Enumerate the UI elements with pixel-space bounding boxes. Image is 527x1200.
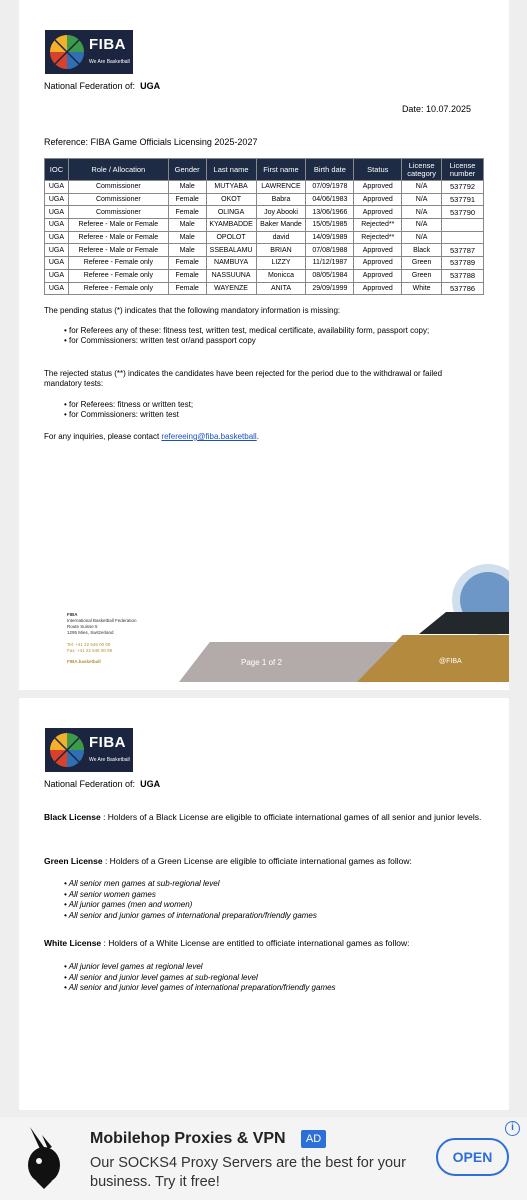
table-cell: 13/06/1966 (306, 206, 354, 219)
rejected-list (64, 400, 484, 420)
table-row (45, 282, 484, 295)
logo-tagline: We Are Basketball (89, 59, 130, 65)
table-cell: N/A (402, 193, 442, 206)
pending-list (64, 326, 484, 346)
table-cell: Approved (354, 282, 402, 295)
table-body (45, 181, 484, 295)
document-page-1 (19, 0, 509, 690)
inquiry-text: For any inquiries, please contact (44, 432, 162, 441)
logo-text: FIBA (89, 734, 126, 751)
table-row (45, 257, 484, 270)
table-cell: OPOLOT (206, 231, 256, 244)
page-number: Page 1 of 2 (241, 658, 282, 667)
bullet-icon: • (64, 326, 70, 335)
table-cell: Female (168, 257, 206, 270)
table-cell: Rejected** (354, 231, 402, 244)
list-item-text: All senior and junior level games of international preparation/friendly games (68, 983, 336, 992)
table-header-row (45, 159, 484, 181)
black-license-paragraph (44, 812, 484, 823)
table-header-cell: License number (442, 159, 484, 181)
table-cell: Female (168, 206, 206, 219)
green-license-title: Green License (44, 856, 103, 866)
table-row (45, 269, 484, 282)
list-item-text: for Commissioners: written test (69, 410, 179, 419)
table-cell: Approved (354, 244, 402, 257)
rabbit-logo-icon (22, 1125, 68, 1191)
footer-web: FIBA.basketball (67, 659, 101, 664)
table-cell: LAWRENCE (256, 181, 306, 194)
table-cell: NASSUUNA (206, 269, 256, 282)
table-cell: Referee - Male or Female (68, 219, 168, 232)
table-header-cell: IOC (45, 159, 69, 181)
table-cell: Approved (354, 269, 402, 282)
table-cell: Rejected** (354, 219, 402, 232)
table-row (45, 206, 484, 219)
list-item (64, 900, 484, 911)
table-cell: Referee - Male or Female (68, 231, 168, 244)
list-item-text: for Commissioners: written test or/and passport copy (69, 336, 256, 345)
document-page-2 (19, 698, 509, 1110)
table-cell: UGA (45, 257, 69, 270)
white-license-title: White License (44, 938, 102, 948)
table-cell: UGA (45, 181, 69, 194)
footer-address (67, 612, 137, 665)
green-license-paragraph (44, 856, 484, 867)
table-cell: Female (168, 282, 206, 295)
table-header-cell: Last name (206, 159, 256, 181)
list-item-text: All senior and junior level games at sub-regional level (68, 972, 258, 982)
table-cell: 08/05/1984 (306, 269, 354, 282)
white-license-text: : Holders of a White License are entitled to officiate international games as follow: (101, 938, 410, 948)
green-license-text: : Holders of a Green License are eligible to officiate international games as follow: (102, 856, 412, 866)
bullet-icon: • (64, 889, 69, 899)
inquiry-email-link[interactable]: refereeing@fiba.basketball (161, 432, 257, 441)
table-cell: Referee - Female only (68, 269, 168, 282)
table-cell: Referee - Male or Female (68, 244, 168, 257)
table-cell: david (256, 231, 306, 244)
table-cell: 537787 (442, 244, 484, 257)
list-item (64, 911, 484, 922)
ad-info-icon[interactable]: i (505, 1121, 520, 1136)
list-item (64, 400, 484, 410)
list-item (64, 973, 484, 984)
ad-banner[interactable] (0, 1117, 527, 1200)
document-reference: Reference: FIBA Game Officials Licensing 2025-2027 (44, 137, 258, 147)
federation-label: National Federation of: (44, 779, 136, 789)
table-row (45, 193, 484, 206)
bullet-icon: • (64, 879, 69, 888)
rejected-text: The rejected status (**) indicates the candidates have been rejected for the period due to the withdrawal or failed mandatory tests: (44, 369, 443, 388)
green-license-list (64, 879, 484, 921)
list-item (64, 336, 484, 346)
list-item (64, 983, 484, 994)
table-header-cell: License category (402, 159, 442, 181)
table-cell: N/A (402, 181, 442, 194)
table-cell: 537789 (442, 257, 484, 270)
table-cell: UGA (45, 219, 69, 232)
table-cell: Referee - Female only (68, 257, 168, 270)
table-cell: Black (402, 244, 442, 257)
bullet-icon: • (64, 400, 70, 409)
federation-value: UGA (140, 779, 161, 789)
table-cell: Commissioner (68, 206, 168, 219)
table-row (45, 231, 484, 244)
table-cell: OLINGA (206, 206, 256, 219)
footer-org: FIBA (67, 612, 78, 617)
table-cell: Referee - Female only (68, 282, 168, 295)
black-license-title: Black License (44, 812, 101, 822)
officials-table (44, 158, 484, 295)
document-date: Date: 10.07.2025 (401, 104, 471, 114)
table-cell: 29/09/1999 (306, 282, 354, 295)
list-item (64, 879, 484, 890)
table-cell: 537792 (442, 181, 484, 194)
inquiry-line (44, 432, 479, 442)
table-row (45, 219, 484, 232)
table-cell: Approved (354, 257, 402, 270)
bullet-icon: • (64, 972, 69, 982)
table-cell: Joy Abooki (256, 206, 306, 219)
table-cell: Baker Mande (256, 219, 306, 232)
table-cell: Green (402, 257, 442, 270)
logo-tagline: We Are Basketball (89, 757, 130, 763)
table-cell: 537786 (442, 282, 484, 295)
inquiry-end: . (256, 432, 259, 441)
table-cell: WAYENZE (206, 282, 256, 295)
footer-city: 1295 Mies, Switzerland (67, 630, 114, 635)
table-cell: Male (168, 244, 206, 257)
table-row (45, 244, 484, 257)
footer-dark-shape (419, 612, 509, 634)
table-cell: White (402, 282, 442, 295)
table-cell: UGA (45, 206, 69, 219)
table-cell: Monicca (256, 269, 306, 282)
ad-title: Mobilehop Proxies & VPN (90, 1130, 286, 1147)
table-header-cell: Gender (168, 159, 206, 181)
white-license-paragraph (44, 938, 484, 949)
list-item-text: for Referees any of these: fitness test, written test, medical certificate, availability form, passport copy; (69, 326, 430, 335)
table-cell: Female (168, 193, 206, 206)
table-cell: 07/09/1978 (306, 181, 354, 194)
fiba-logo (45, 30, 133, 74)
table-cell: Commissioner (68, 181, 168, 194)
table-cell: UGA (45, 244, 69, 257)
table-cell (442, 219, 484, 232)
table-cell: N/A (402, 219, 442, 232)
table-cell: Green (402, 269, 442, 282)
table-cell: Male (168, 181, 206, 194)
bullet-icon: • (64, 962, 69, 971)
federation-line (44, 81, 160, 91)
table-cell: 537791 (442, 193, 484, 206)
table-cell: NAMBUYA (206, 257, 256, 270)
list-item (64, 890, 484, 901)
table-cell: 07/08/1988 (306, 244, 354, 257)
table-cell: Approved (354, 193, 402, 206)
table-cell: Approved (354, 206, 402, 219)
table-header-cell: Birth date (306, 159, 354, 181)
table-cell: LIZZY (256, 257, 306, 270)
footer-handle: @FIBA (439, 658, 462, 665)
federation-line (44, 779, 160, 789)
list-item-text: All junior games (men and women) (68, 900, 193, 909)
table-cell: Male (168, 219, 206, 232)
table-cell: KYAMBADDE (206, 219, 256, 232)
table-cell: 04/06/1983 (306, 193, 354, 206)
ad-text: Our SOCKS4 Proxy Servers are the best for your business. Try it free! (90, 1155, 406, 1190)
table-cell: ANITA (256, 282, 306, 295)
bullet-icon: • (64, 900, 69, 909)
table-cell: UGA (45, 193, 69, 206)
list-item-text: All senior women games (68, 889, 156, 899)
fiba-logo (45, 728, 133, 772)
bullet-icon: • (64, 910, 69, 920)
basketball-logo-icon (47, 32, 87, 72)
list-item-text: All senior and junior games of international preparation/friendly games (68, 910, 317, 920)
footer-tel: Tel: +41 22 545 00 00 (67, 642, 111, 647)
ad-open-button[interactable]: OPEN (436, 1138, 509, 1176)
table-cell: 537790 (442, 206, 484, 219)
table-cell: 14/09/1989 (306, 231, 354, 244)
bullet-icon: • (64, 410, 70, 419)
footer-org-full: International Basketball Federation (67, 618, 137, 623)
pending-text: The pending status (*) indicates that the following mandatory information is missing: (44, 306, 341, 315)
table-cell: N/A (402, 231, 442, 244)
table-cell: N/A (402, 206, 442, 219)
bullet-icon: • (64, 983, 69, 992)
table-cell: SSEBALAMU (206, 244, 256, 257)
table-cell: MUTYABA (206, 181, 256, 194)
table-cell: UGA (45, 282, 69, 295)
table-cell: 11/12/1987 (306, 257, 354, 270)
table-header-cell: Status (354, 159, 402, 181)
table-cell: UGA (45, 231, 69, 244)
table-cell: Babra (256, 193, 306, 206)
table-cell: Approved (354, 181, 402, 194)
table-cell: Male (168, 231, 206, 244)
footer-fax: Fax: +41 22 545 00 99 (67, 648, 113, 653)
list-item-text: All junior level games at regional level (68, 962, 203, 971)
federation-label: National Federation of: (44, 81, 136, 91)
bullet-icon: • (64, 336, 70, 345)
list-item (64, 410, 484, 420)
list-item-text: All senior men games at sub-regional level (68, 879, 220, 888)
footer-street: Route Suisse 5 (67, 624, 98, 629)
table-cell: UGA (45, 269, 69, 282)
table-cell: Commissioner (68, 193, 168, 206)
black-license-text: : Holders of a Black License are eligible to officiate international games of all senior and junior levels. (100, 812, 482, 822)
table-row (45, 181, 484, 194)
table-cell: 15/05/1985 (306, 219, 354, 232)
table-cell: Female (168, 269, 206, 282)
table-cell: OKOT (206, 193, 256, 206)
table-cell: 537788 (442, 269, 484, 282)
ad-badge: AD (301, 1130, 326, 1148)
table-cell: BRIAN (256, 244, 306, 257)
white-license-list (64, 962, 484, 994)
list-item (64, 962, 484, 973)
list-item (64, 326, 484, 336)
list-item-text: for Referees: fitness or written test; (69, 400, 194, 409)
basketball-logo-icon (47, 730, 87, 770)
logo-text: FIBA (89, 36, 126, 53)
table-header-cell: Role / Allocation (68, 159, 168, 181)
table-cell (442, 231, 484, 244)
federation-value: UGA (140, 81, 161, 91)
table-header-cell: First name (256, 159, 306, 181)
